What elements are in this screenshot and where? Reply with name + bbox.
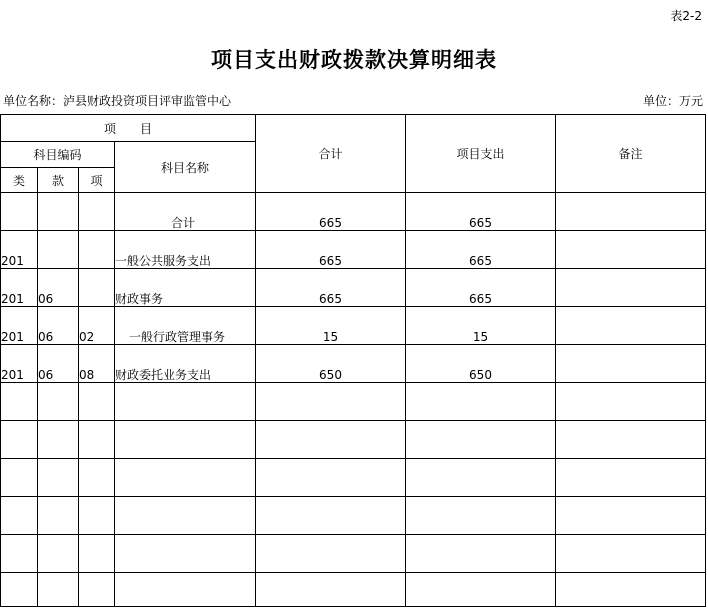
project-expense-header: 项目支出 [406, 115, 556, 193]
kuan-header: 款 [38, 168, 79, 193]
empty-cell [256, 459, 406, 497]
remark-cell [556, 193, 706, 231]
empty-cell [406, 421, 556, 459]
subject-name-cell: 一般公共服务支出 [115, 231, 256, 269]
table-number: 表2-2 [670, 9, 702, 23]
empty-row [1, 573, 706, 607]
empty-cell [115, 383, 256, 421]
empty-cell [406, 535, 556, 573]
empty-cell [1, 573, 38, 607]
empty-cell [406, 459, 556, 497]
project-expense-cell: 665 [406, 193, 556, 231]
kuan-cell: 06 [38, 345, 79, 383]
empty-cell [1, 421, 38, 459]
xiang-cell [79, 193, 115, 231]
total-cell: 665 [256, 269, 406, 307]
subject-name-cell: 一般行政管理事务 [115, 307, 256, 345]
empty-cell [38, 573, 79, 607]
remark-cell [556, 307, 706, 345]
lei-cell: 201 [1, 231, 38, 269]
total-cell: 650 [256, 345, 406, 383]
table-row [1, 193, 706, 231]
unit-name: 单位名称：泸县财政投资项目评审监管中心 [3, 94, 232, 108]
total-cell: 15 [256, 307, 406, 345]
lei-cell: 201 [1, 307, 38, 345]
empty-cell [256, 383, 406, 421]
remark-cell [556, 231, 706, 269]
kuan-cell [38, 231, 79, 269]
empty-cell [1, 497, 38, 535]
empty-cell [406, 383, 556, 421]
empty-cell [256, 573, 406, 607]
kuan-cell [38, 193, 79, 231]
empty-cell [1, 459, 38, 497]
empty-row [1, 497, 706, 535]
empty-cell [79, 573, 115, 607]
empty-cell [79, 535, 115, 573]
empty-cell [115, 573, 256, 607]
xiang-header: 项 [79, 168, 115, 193]
expense-table [0, 114, 706, 607]
header-row-1 [1, 115, 706, 142]
empty-cell [38, 535, 79, 573]
empty-cell [556, 535, 706, 573]
table-row [1, 269, 706, 307]
empty-cell [256, 421, 406, 459]
xiang-cell: 08 [79, 345, 115, 383]
empty-cell [556, 459, 706, 497]
subject-name-cell: 财政委托业务支出 [115, 345, 256, 383]
kuan-cell: 06 [38, 269, 79, 307]
empty-cell [115, 497, 256, 535]
project-expense-cell: 650 [406, 345, 556, 383]
xiang-cell [79, 231, 115, 269]
lei-header: 类 [1, 168, 38, 193]
kuan-cell: 06 [38, 307, 79, 345]
empty-cell [556, 497, 706, 535]
remark-cell [556, 345, 706, 383]
empty-cell [79, 421, 115, 459]
remark-cell [556, 269, 706, 307]
empty-cell [115, 459, 256, 497]
empty-cell [38, 497, 79, 535]
project-expense-cell: 665 [406, 269, 556, 307]
empty-cell [115, 421, 256, 459]
empty-cell [556, 383, 706, 421]
xiang-cell [79, 269, 115, 307]
subject-name-cell: 财政事务 [115, 269, 256, 307]
table-row [1, 231, 706, 269]
subject-name-header: 科目名称 [115, 142, 256, 193]
subject-name-cell: 合计 [115, 193, 256, 231]
empty-cell [38, 459, 79, 497]
lei-cell: 201 [1, 269, 38, 307]
empty-cell [256, 535, 406, 573]
empty-cell [406, 573, 556, 607]
xiang-cell: 02 [79, 307, 115, 345]
item-header: 项 目 [1, 115, 256, 142]
remarks-header: 备注 [556, 115, 706, 193]
empty-cell [79, 459, 115, 497]
project-expense-cell: 15 [406, 307, 556, 345]
empty-cell [256, 497, 406, 535]
total-cell: 665 [256, 231, 406, 269]
empty-cell [115, 535, 256, 573]
empty-cell [79, 383, 115, 421]
page-title: 项目支出财政拨款决算明细表 [211, 48, 497, 72]
unit-currency: 单位：万元 [642, 94, 703, 108]
empty-cell [406, 497, 556, 535]
table-row [1, 345, 706, 383]
empty-row [1, 535, 706, 573]
empty-row [1, 421, 706, 459]
empty-cell [1, 383, 38, 421]
project-expense-cell: 665 [406, 231, 556, 269]
total-header: 合计 [256, 115, 406, 193]
empty-cell [556, 573, 706, 607]
empty-cell [79, 497, 115, 535]
empty-cell [38, 383, 79, 421]
table-row [1, 307, 706, 345]
total-cell: 665 [256, 193, 406, 231]
empty-cell [556, 421, 706, 459]
subject-code-header: 科目编码 [1, 142, 115, 168]
empty-row [1, 459, 706, 497]
lei-cell [1, 193, 38, 231]
lei-cell: 201 [1, 345, 38, 383]
empty-row [1, 383, 706, 421]
empty-cell [1, 535, 38, 573]
empty-cell [38, 421, 79, 459]
